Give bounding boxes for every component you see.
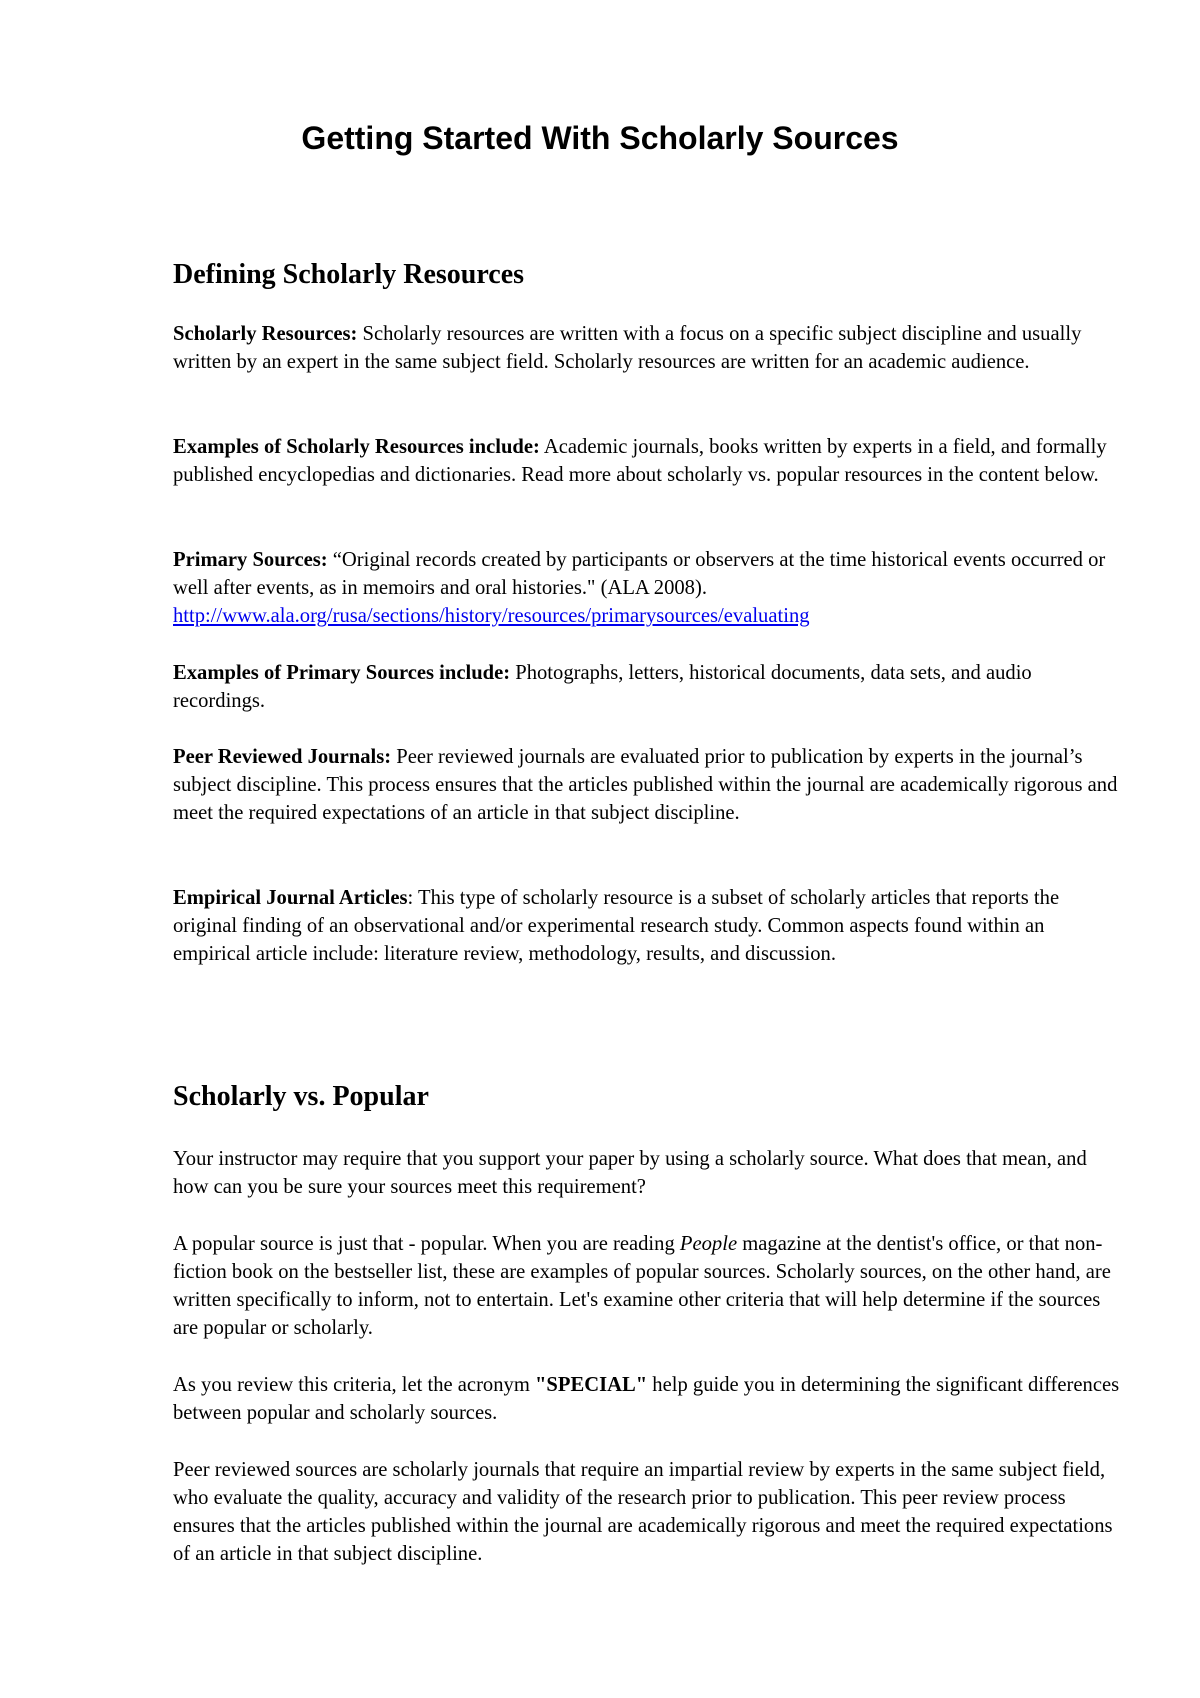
paragraph-popular-source bbox=[173, 1230, 1123, 1342]
term-text: Peer reviewed journals are evaluated prior to publication by experts in the journal’s subject discipline. This process ensures that the articles published within the journal are academically rigorous and meet the required expectations of an article in that subject discipline. bbox=[173, 746, 1118, 824]
paragraph-instructor bbox=[173, 1145, 1123, 1201]
section-heading-defining: Defining Scholarly Resources bbox=[173, 259, 525, 290]
document-title: Getting Started With Scholarly Sources bbox=[301, 120, 899, 156]
term-label: Empirical Journal Articles bbox=[173, 887, 408, 909]
acronym-special: "SPECIAL" bbox=[535, 1374, 648, 1396]
term-text: : This type of scholarly resource is a subset of scholarly articles that reports the original finding of an observational and/or experimental research study. Common aspects found within an empirical article include: literature review, methodology, results, and discussion. bbox=[173, 887, 1060, 965]
term-label: Primary Sources: bbox=[173, 549, 328, 571]
definition-empirical bbox=[173, 884, 1123, 968]
term-label: Scholarly Resources: bbox=[173, 323, 358, 345]
term-text: Academic journals, books written by experts in a field, and formally published encyclopedias and dictionaries. Read more about scholarly vs. popular resources in the content below. bbox=[173, 436, 1107, 486]
paragraph-text: help guide you in determining the significant differences between popular and scholarly sources. bbox=[173, 1374, 1120, 1424]
magazine-title: People bbox=[679, 1233, 738, 1255]
paragraph-text: magazine at the dentist's office, or that non-fiction book on the bestseller list, these are examples of popular sources. Scholarly sources, on the other hand, are written specifically to inform, not to entertain. Let's examine other criteria that will help determine if the sources are popular or scholarly. bbox=[173, 1233, 1111, 1339]
paragraph-text: Peer reviewed sources are scholarly journals that require an impartial review by experts in the same subject field, who evaluate the quality, accuracy and validity of the research prior to publication. This peer review process ensures that the articles published within the journal are academically rigorous and meet the required expectations of an article in that subject discipline. bbox=[173, 1459, 1113, 1565]
term-label: Examples of Primary Sources include: bbox=[173, 662, 511, 684]
definition-scholarly-resources bbox=[173, 320, 1123, 376]
paragraph-peer-reviewed-sources bbox=[173, 1456, 1123, 1568]
term-label: Examples of Scholarly Resources include: bbox=[173, 436, 540, 458]
term-text: Photographs, letters, historical documents, data sets, and audio recordings. bbox=[173, 662, 1032, 712]
section-heading-scholarly-vs-popular: Scholarly vs. Popular bbox=[173, 1081, 429, 1112]
definition-primary-sources bbox=[173, 546, 1123, 630]
paragraph-special-acronym bbox=[173, 1371, 1123, 1427]
definition-peer-reviewed bbox=[173, 743, 1123, 827]
definition-examples-primary bbox=[173, 659, 1123, 715]
term-label: Peer Reviewed Journals: bbox=[173, 746, 392, 768]
paragraph-text: A popular source is just that - popular. When you are reading bbox=[173, 1233, 680, 1255]
paragraph-text: Your instructor may require that you support your paper by using a scholarly source. What does that mean, and how can you be sure your sources meet this requirement? bbox=[173, 1148, 1087, 1198]
term-text: “Original records created by participants or observers at the time historical events occurred or well after events, as in memoirs and oral histories." (ALA 2008). bbox=[173, 549, 1106, 599]
ala-primary-sources-link[interactable]: http://www.ala.org/rusa/sections/history/resources/primarysources/evaluating bbox=[173, 605, 810, 627]
term-text: Scholarly resources are written with a focus on a specific subject discipline and usually written by an expert in the same subject field. Scholarly resources are written for an academic audience. bbox=[173, 323, 1082, 373]
paragraph-text: As you review this criteria, let the acronym bbox=[173, 1374, 535, 1396]
definition-examples-scholarly bbox=[173, 433, 1123, 489]
